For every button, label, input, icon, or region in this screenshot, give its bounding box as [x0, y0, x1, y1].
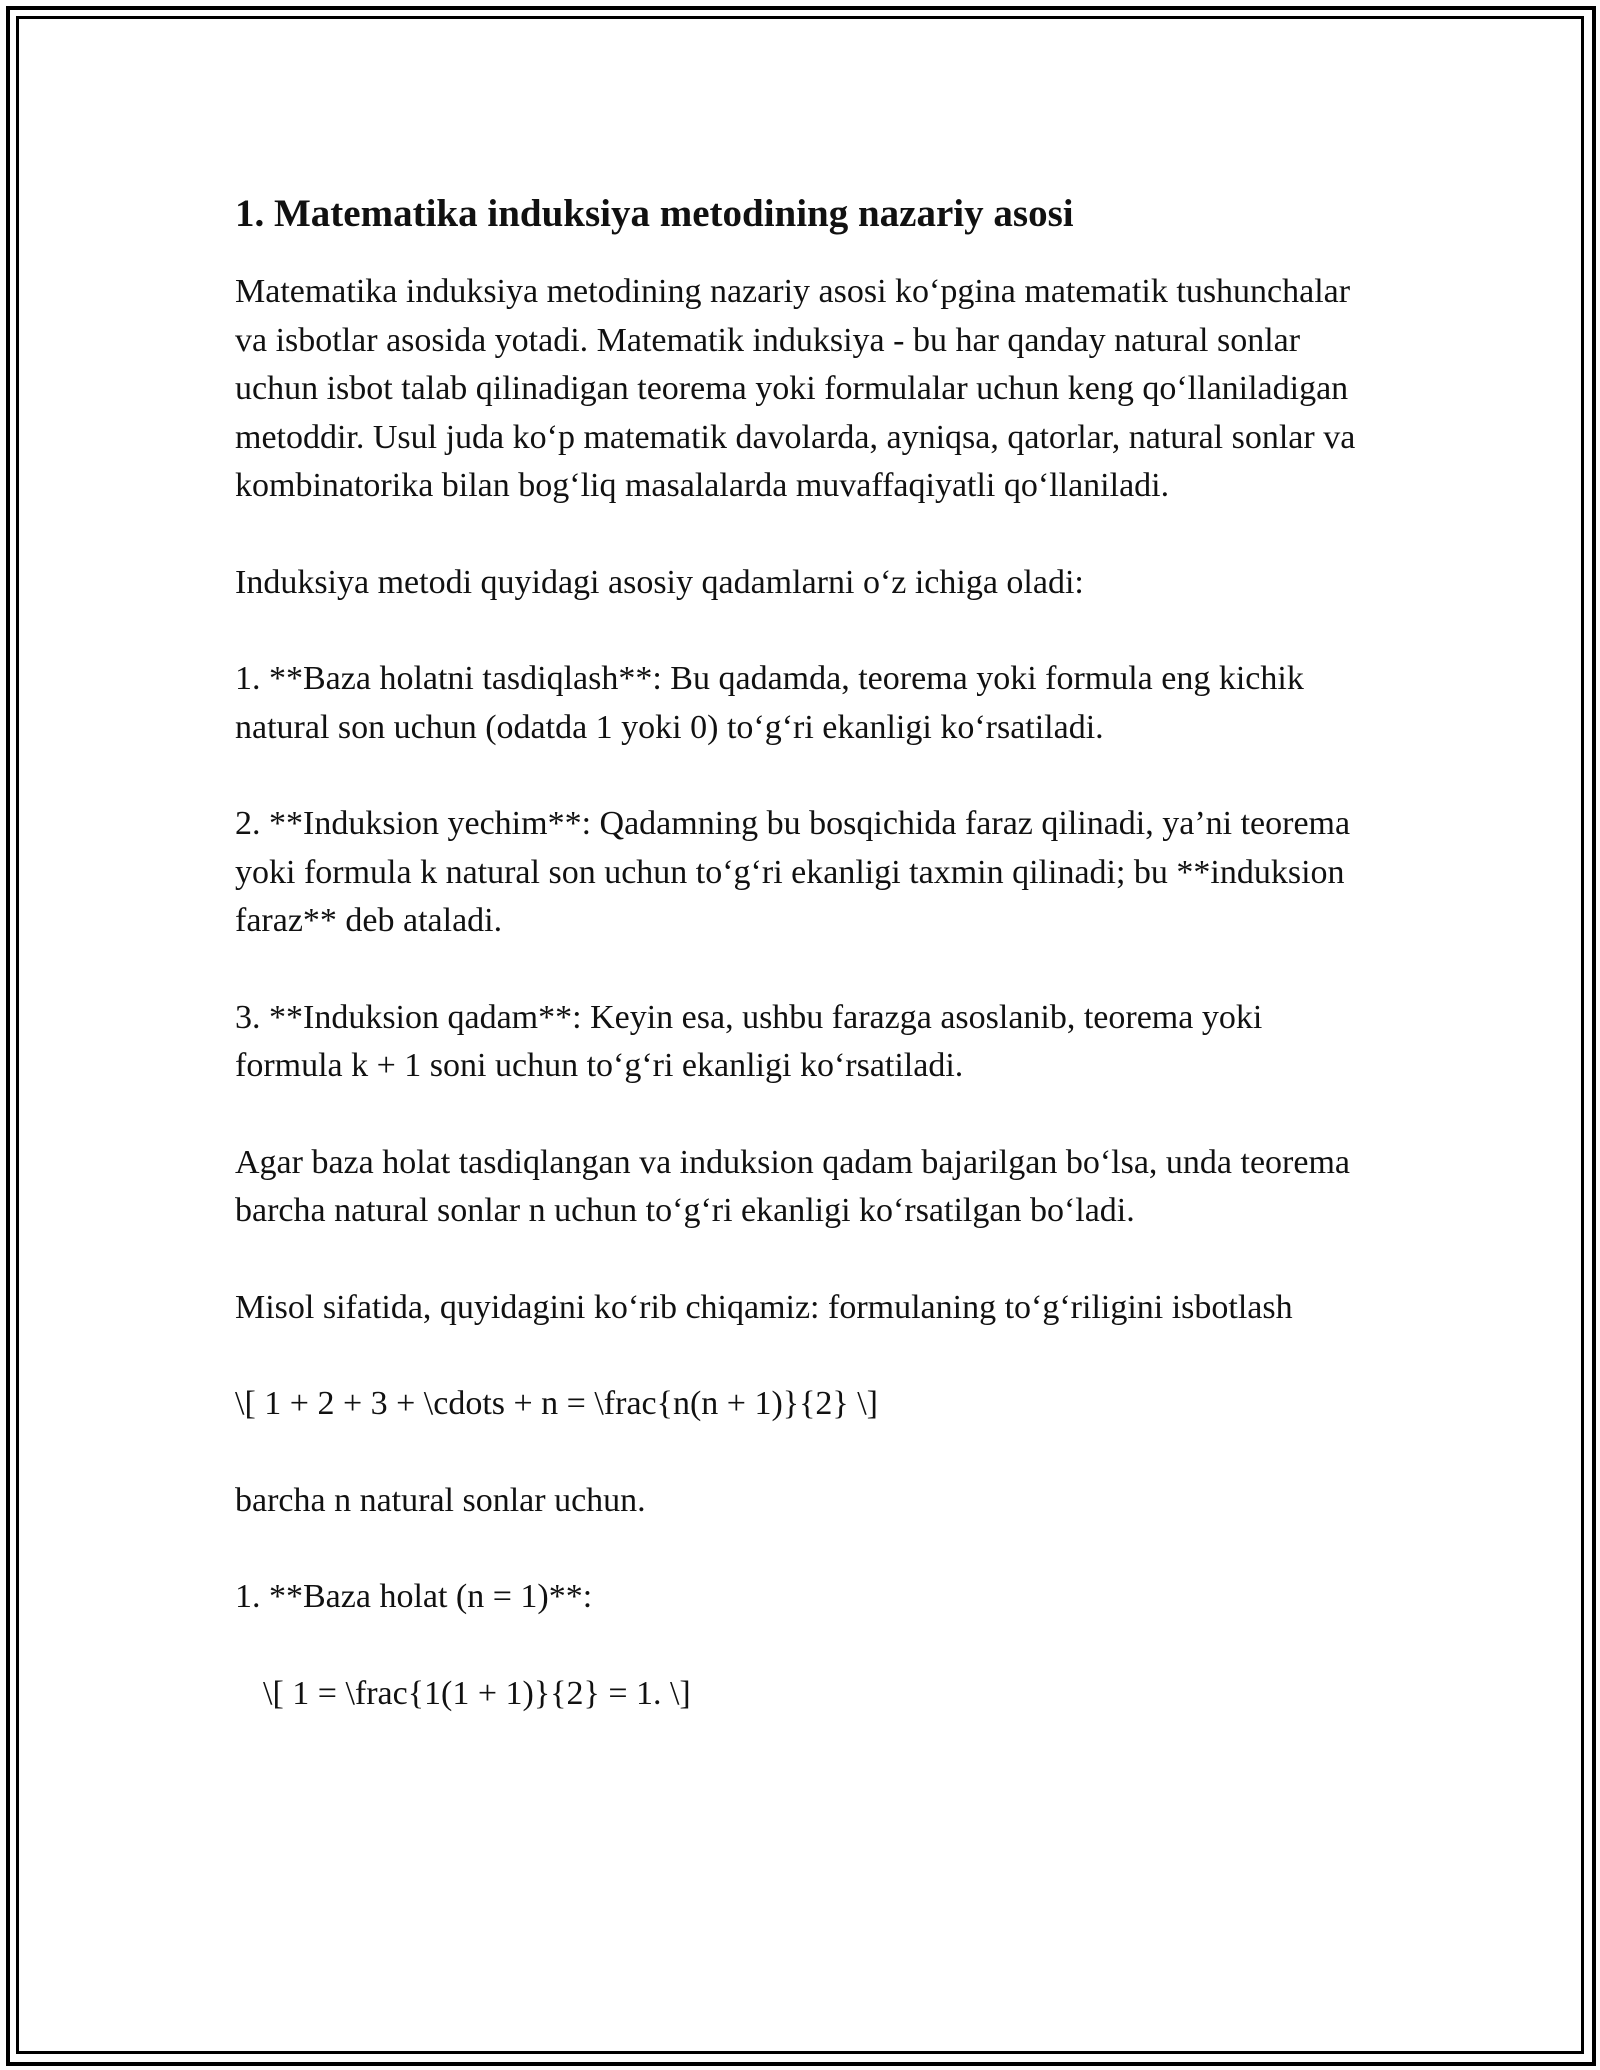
example-intro-paragraph: Misol sifatida, quyidagini ko‘rib chiqamiz: formulaning to‘g‘riligini isbotlash	[235, 1288, 1293, 1326]
section-heading: 1. Matematika induksiya metodining nazariy asosi	[235, 192, 1074, 235]
step-3-paragraph: 3. **Induksion qadam**: Keyin esa, ushbu farazga asoslanib, teorema yoki formula k + 1 soni uchun to‘g‘ri ekanligi ko‘rsatiladi.	[235, 998, 1263, 1084]
document-body	[235, 186, 1375, 1766]
intro-paragraph: Matematika induksiya metodining nazariy asosi ko‘pgina matematik tushunchalar va isbotlar asosida yotadi. Matematik induksiya - bu har qanday natural sonlar uchun isbot talab qilinadigan teorema yoki formulalar uchun keng qo‘llaniladigan metoddir. Usul juda ko‘p matematik davolarda, ayniqsa, qatorlar, natural sonlar va kombinatorika bilan bog‘liq masalalarda muvaffaqiyatli qo‘llaniladi.	[235, 273, 1356, 504]
formula-line: \[ 1 + 2 + 3 + \cdots + n = \frac{n(n + 1)}{2} \]	[235, 1385, 878, 1422]
steps-intro-paragraph: Induksiya metodi quyidagi asosiy qadamlarni o‘z ichiga oladi:	[235, 563, 1084, 601]
step-2-paragraph: 2. **Induksion yechim**: Qadamning bu bosqichida faraz qilinadi, ya’ni teorema yoki formula k natural son uchun to‘g‘ri ekanligi taxmin qilinadi; bu **induksion faraz** deb ataladi.	[235, 805, 1351, 939]
base-case-heading: 1. **Baza holat (n = 1)**:	[235, 1578, 593, 1615]
base-case-formula: \[ 1 = \frac{1(1 + 1)}{2} = 1. \]	[263, 1674, 691, 1712]
step-1-paragraph: 1. **Baza holatni tasdiqlash**: Bu qadamda, teorema yoki formula eng kichik natural son uchun (odatda 1 yoki 0) to‘g‘ri ekanligi ko‘rsatiladi.	[235, 660, 1304, 746]
conclusion-paragraph: Agar baza holat tasdiqlangan va induksion qadam bajarilgan bo‘lsa, unda teorema barcha natural sonlar n uchun to‘g‘ri ekanligi ko‘rsatilgan bo‘ladi.	[235, 1143, 1351, 1229]
example-scope-paragraph: barcha n natural sonlar uchun.	[235, 1481, 646, 1519]
